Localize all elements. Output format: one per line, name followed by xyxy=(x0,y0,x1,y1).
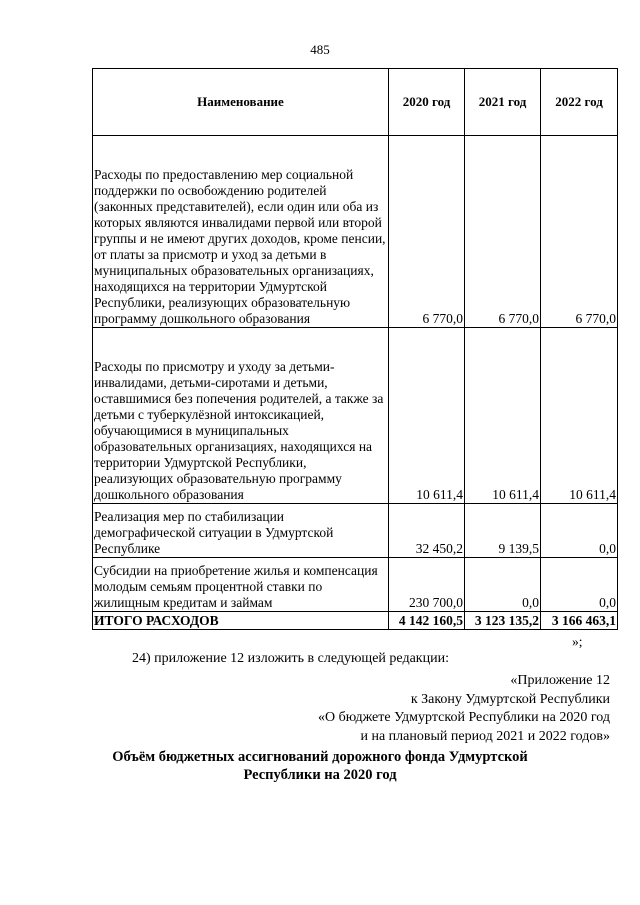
row-value-2022: 6 770,0 xyxy=(541,136,618,328)
table-total-row xyxy=(93,612,618,630)
row-value-2022: 10 611,4 xyxy=(541,328,618,504)
row-value-2021: 10 611,4 xyxy=(465,328,541,504)
total-value-2020: 4 142 160,5 xyxy=(389,612,465,630)
appendix-header xyxy=(230,672,610,746)
table-row xyxy=(93,328,618,504)
row-value-2020: 6 770,0 xyxy=(389,136,465,328)
appendix-line: к Закону Удмуртской Республики xyxy=(410,691,610,707)
appendix-line: и на плановый период 2021 и 2022 годов» xyxy=(360,728,610,744)
row-name: Расходы по присмотру и уходу за детьми-инвалидами, детьми-сиротами и детьми, оставшимися без попечения родителей, а также за детьми с туберкулёзной интоксикацией, обучающимися в муниципальных образовательных организациях, находящихся на территории Удмуртской Республики, реализующих образовательную программу дошкольного образования xyxy=(93,328,389,504)
title-line: Республики на 2020 год xyxy=(243,767,397,783)
row-value-2021: 9 139,5 xyxy=(465,504,541,558)
closing-quote: »; xyxy=(572,634,583,649)
total-value-2021: 3 123 135,2 xyxy=(465,612,541,630)
budget-table xyxy=(92,68,618,630)
row-value-2020: 230 700,0 xyxy=(389,558,465,612)
appendix-line: «Приложение 12 xyxy=(510,673,610,688)
amendment-paragraph: 24) приложение 12 изложить в следующей редакции: xyxy=(132,651,449,666)
total-label: ИТОГО РАСХОДОВ xyxy=(93,612,389,630)
header-name: Наименование xyxy=(93,69,389,136)
row-value-2021: 6 770,0 xyxy=(465,136,541,328)
row-value-2021: 0,0 xyxy=(465,558,541,612)
row-value-2022: 0,0 xyxy=(541,504,618,558)
row-value-2020: 10 611,4 xyxy=(389,328,465,504)
table-row xyxy=(93,504,618,558)
table-row xyxy=(93,558,618,612)
row-name: Реализация мер по стабилизации демографической ситуации в Удмуртской Республике xyxy=(93,504,389,558)
header-2020: 2020 год xyxy=(389,69,465,136)
table-header-row xyxy=(93,69,618,136)
row-value-2020: 32 450,2 xyxy=(389,504,465,558)
title-line: Объём бюджетных ассигнований дорожного фонда Удмуртской xyxy=(112,749,528,765)
total-value-2022: 3 166 463,1 xyxy=(541,612,618,630)
document-title xyxy=(0,748,640,784)
table-row xyxy=(93,136,618,328)
header-2021: 2021 год xyxy=(465,69,541,136)
row-name: Субсидии на приобретение жилья и компенсация молодым семьям процентной ставки по жилищным кредитам и займам xyxy=(93,558,389,612)
row-name: Расходы по предоставлению мер социальной поддержки по освобождению родителей (законных представителей), если один или оба из которых являются инвалидами первой или второй группы и не имеют других доходов, кроме пенсии, от платы за присмотр и уход за детьми в муниципальных образовательных организациях, находящихся на территории Удмуртской Республики, реализующих образовательную программу дошкольного образования xyxy=(93,136,389,328)
appendix-line: «О бюджете Удмуртской Республики на 2020 год xyxy=(317,710,610,725)
header-2022: 2022 год xyxy=(541,69,618,136)
row-value-2022: 0,0 xyxy=(541,558,618,612)
page-number: 485 xyxy=(310,42,330,57)
